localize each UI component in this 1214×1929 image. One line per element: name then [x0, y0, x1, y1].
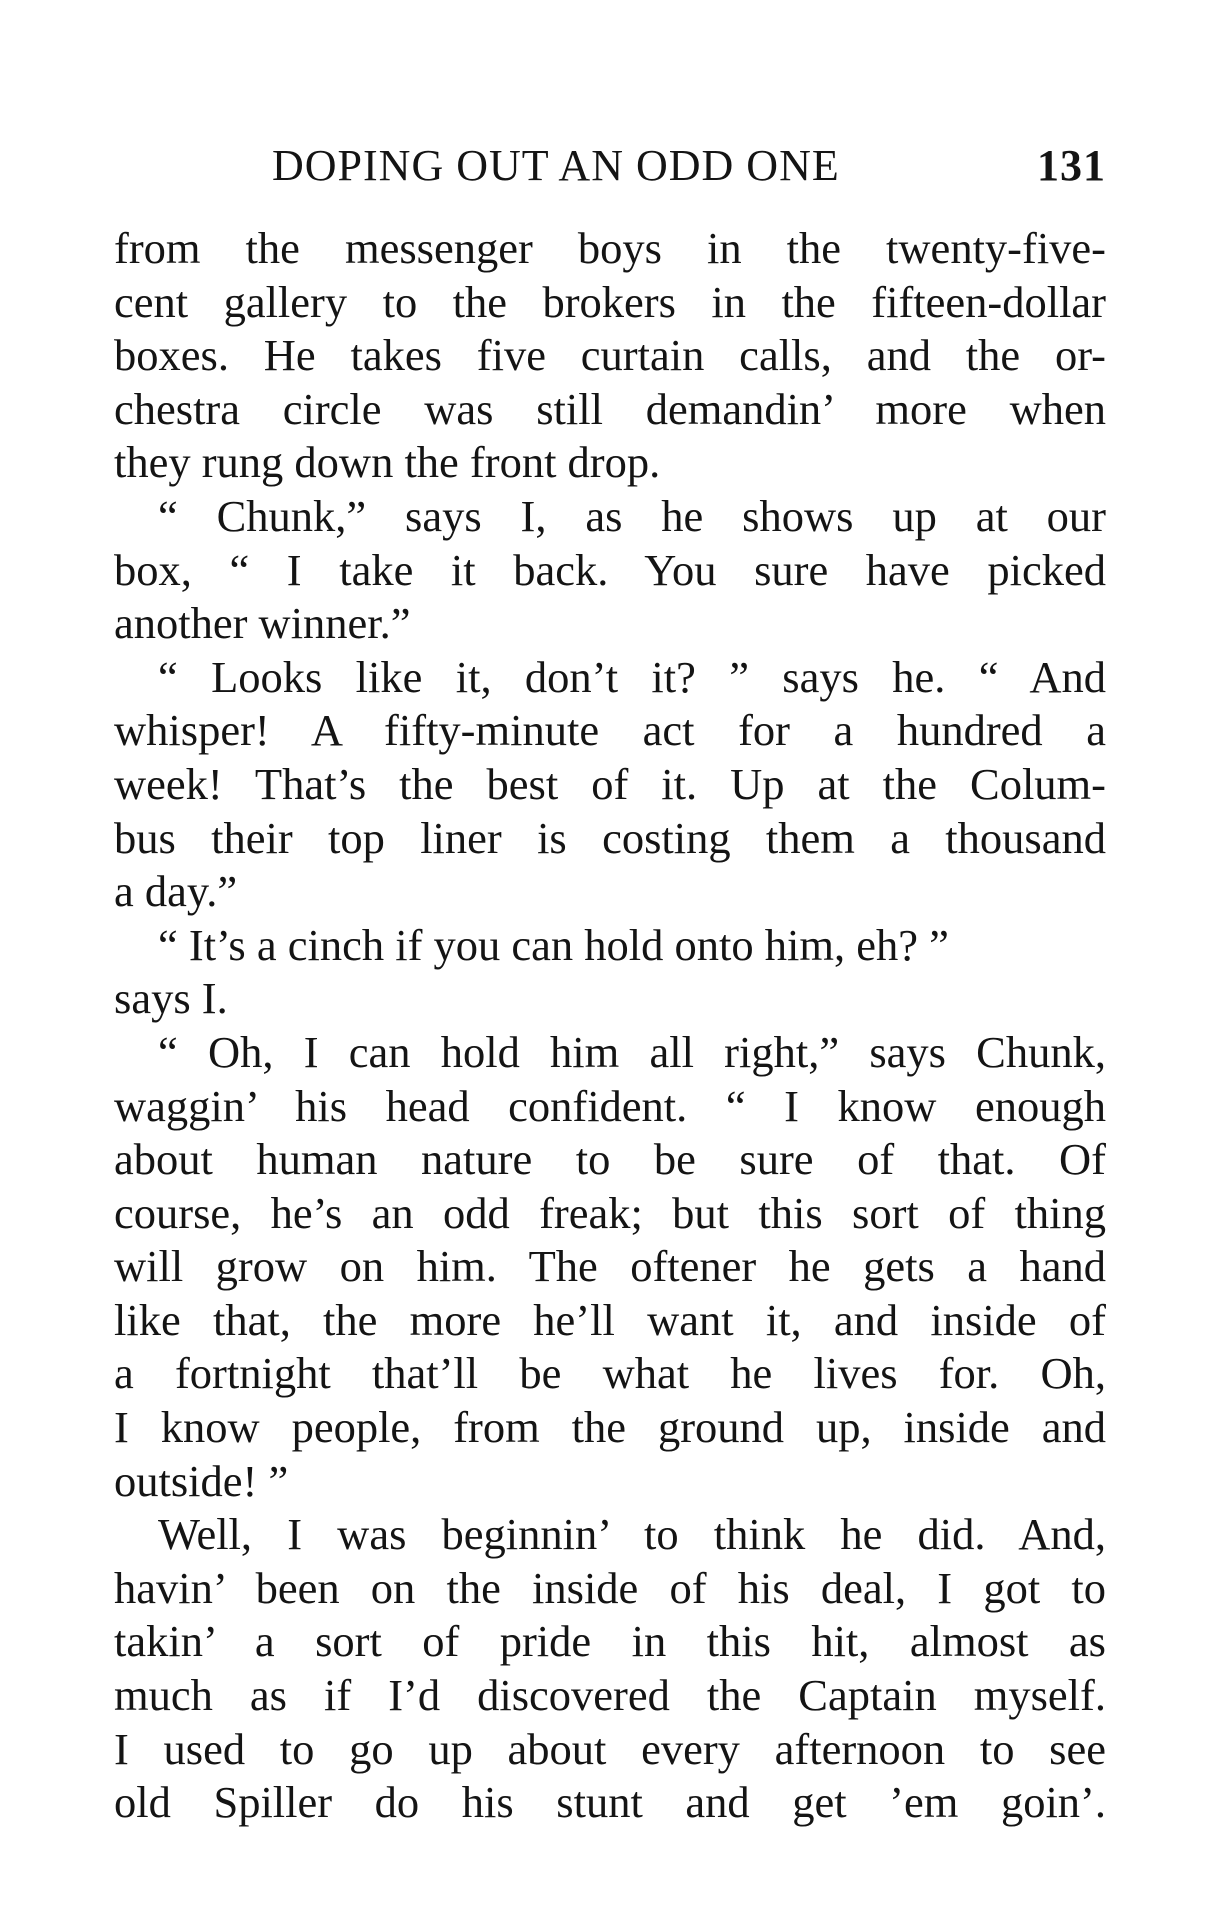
text-line: cent gallery to the brokers in the fifteen-dollar	[114, 276, 1106, 327]
text-line: outside! ”	[114, 1455, 289, 1506]
text-line: “ Oh, I can hold him all right,” says Chunk,	[158, 1026, 1106, 1077]
text-line: I used to go up about every afternoon to see	[114, 1723, 1106, 1774]
text-line: whisper! A fifty-minute act for a hundred a	[114, 705, 1106, 756]
page-number: 131	[1037, 141, 1106, 190]
text-line: bus their top liner is costing them a thousand	[114, 812, 1106, 863]
text-line: chestra circle was still demandin’ more when	[114, 383, 1106, 434]
text-line: like that, the more he’ll want it, and inside of	[114, 1294, 1106, 1345]
text-line: week! That’s the best of it. Up at the Colum-	[114, 758, 1106, 809]
text-line: “ Chunk,” says I, as he shows up at our	[158, 490, 1106, 541]
text-line: much as if I’d discovered the Captain myself.	[114, 1670, 1106, 1721]
text-line: waggin’ his head confident. “ I know enough	[114, 1080, 1106, 1131]
text-line: says I.	[114, 973, 228, 1024]
text-line: takin’ a sort of pride in this hit, almost as	[114, 1616, 1106, 1667]
text-line: old Spiller do his stunt and get ’em goin’.	[114, 1777, 1106, 1828]
text-line: Well, I was beginnin’ to think he did. And,	[158, 1509, 1106, 1560]
text-line: “ It’s a cinch if you can hold onto him, eh? ”	[158, 919, 949, 970]
text-line: will grow on him. The oftener he gets a hand	[114, 1241, 1106, 1292]
text-line: a day.”	[114, 866, 238, 917]
text-line: a fortnight that’ll be what he lives for. Oh,	[114, 1348, 1106, 1399]
text-line: box, “ I take it back. You sure have picked	[114, 544, 1106, 595]
running-title: DOPING OUT AN ODD ONE	[272, 141, 840, 190]
text-line: from the messenger boys in the twenty-five-	[114, 223, 1106, 273]
text-line: havin’ been on the inside of his deal, I got to	[114, 1562, 1106, 1613]
text-line: “ Looks like it, don’t it? ” says he. “ And	[158, 651, 1106, 702]
text-line: boxes. He takes five curtain calls, and the or-	[114, 330, 1106, 381]
text-line: course, he’s an odd freak; but this sort of thing	[114, 1187, 1106, 1238]
text-line: another winner.”	[114, 598, 411, 649]
text-line: I know people, from the ground up, inside and	[114, 1402, 1106, 1453]
running-head	[272, 140, 1106, 200]
text-line: about human nature to be sure of that. Of	[114, 1134, 1106, 1185]
text-line: they rung down the front drop.	[114, 437, 661, 488]
body-text	[114, 222, 1106, 1830]
